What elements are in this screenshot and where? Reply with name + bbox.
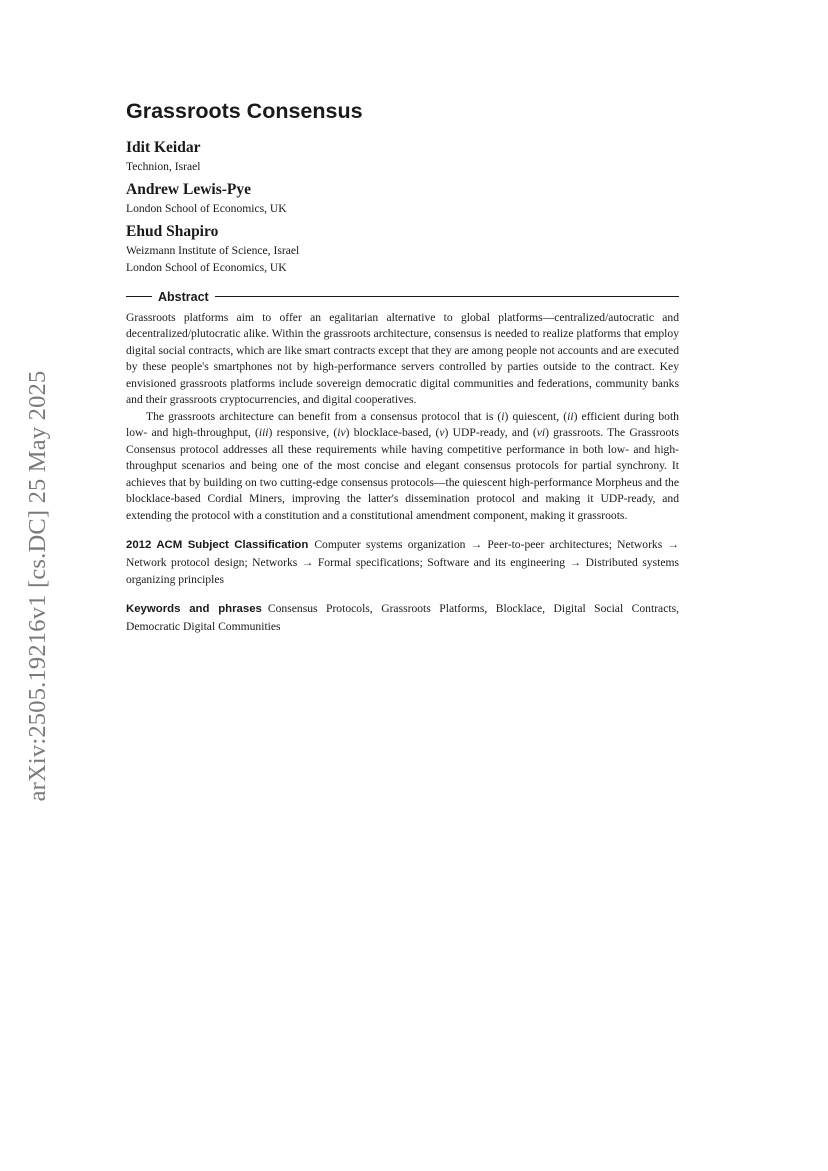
author-block	[126, 180, 679, 217]
acm-classification-text: Computer systems organization → Peer-to-peer architectures; Networks → Network protocol design; Networks → Formal specifications; Software and its engineering → Distributed systems organizing principles	[126, 538, 679, 587]
text-run: ) grassroots. The Grassroots Consensus protocol addresses all these requirements while having competitive performance in both low- and high-throughput scenarios and being one of the most concise and elegant consensus protocols for partial synchrony. It achieves that by building on two cutting-edge consensus protocols—the quiescent high-performance Morpheus and the blocklace-based Cordial Miners, improving the latter's dissemination protocol and making it UDP-ready, and extending the protocol with a constitution and a constitutional amendment component, making it grassroots.	[126, 426, 679, 522]
author-name: Andrew Lewis-Pye	[126, 180, 251, 198]
list-numeral: iv	[337, 426, 346, 440]
author-name: Ehud Shapiro	[126, 222, 219, 240]
list-numeral: v	[439, 426, 445, 440]
author-affiliation: London School of Economics, UK	[126, 260, 287, 274]
text-run: ) UDP-ready, and (	[444, 426, 537, 440]
acm-classification-label: 2012 ACM Subject Classification	[126, 539, 309, 552]
keywords-label: Keywords and phrases	[126, 603, 262, 616]
text-run: ) responsive, (	[268, 426, 338, 440]
text-run: ) quiescent, (	[504, 409, 568, 423]
text-run: The grassroots architecture can benefit from a consensus protocol that is (	[146, 409, 502, 423]
list-numeral: iii	[258, 426, 269, 440]
author-block	[126, 138, 679, 175]
heading-rule	[215, 296, 679, 297]
author-affiliation: Technion, Israel	[126, 159, 201, 173]
text-run: ) efficient during both low- and high-throughput, (	[126, 409, 679, 440]
abstract-paragraph-2	[126, 409, 679, 525]
heading-rule	[126, 296, 152, 297]
keywords	[126, 600, 679, 635]
author-name: Idit Keidar	[126, 138, 201, 156]
acm-classification	[126, 536, 679, 588]
author-block	[126, 222, 679, 276]
arxiv-identifier-stamp: arXiv:2505.19216v1 [cs.DC] 25 May 2025	[24, 370, 51, 802]
list-numeral: vi	[536, 426, 546, 440]
text-run: ) blocklace-based, (	[345, 426, 440, 440]
list-numeral: ii	[567, 409, 574, 423]
abstract-paragraph-1: Grassroots platforms aim to offer an egalitarian alternative to global platforms—centralized/autocratic and decentralized/plutocratic alike. Within the grassroots architecture, consensus is needed to realize platforms that employ digital social contracts, which are like smart contracts except that they are among people not accounts and are executed by these people's smartphones not by high-performance servers controlled by parties outside to the contract. Key envisioned grassroots platforms include sovereign democratic digital communities and federations, community banks and their grassroots cryptocurrencies, and digital cooperatives.	[126, 310, 679, 407]
paper-title: Grassroots Consensus	[126, 99, 363, 123]
list-numeral: i	[501, 409, 505, 423]
abstract-heading-label: Abstract	[158, 289, 209, 304]
author-affiliation: Weizmann Institute of Science, Israel	[126, 243, 300, 257]
paper-front-matter	[126, 100, 679, 635]
keywords-text: Consensus Protocols, Grassroots Platforms, Blocklace, Digital Social Contracts, Democratic Digital Communities	[126, 602, 679, 634]
abstract-heading	[126, 290, 679, 304]
author-affiliation: London School of Economics, UK	[126, 201, 287, 215]
